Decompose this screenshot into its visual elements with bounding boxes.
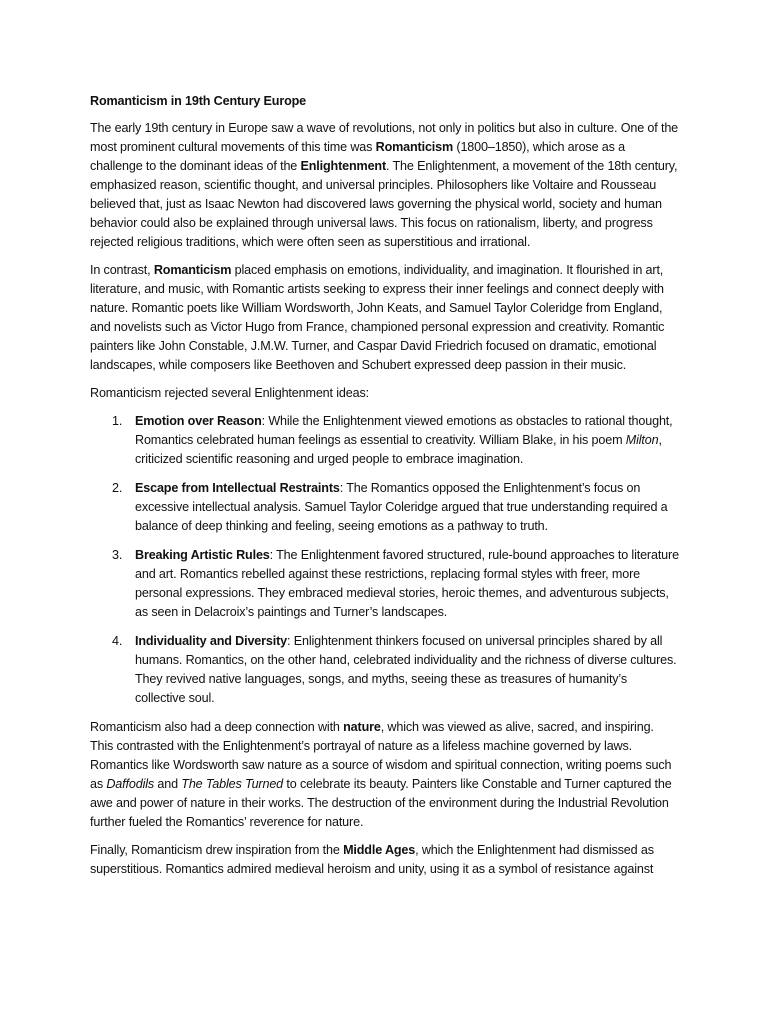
text-run: (1800–1850), which arose as a challenge to the dominant ideas of the	[90, 140, 625, 173]
text-run: . The Enlightenment, a movement of the 18th century, emphasized reason, scientific thought, and universal principles. Philosophers like Voltaire and Rousseau believed that, just as Isaac Newton had discovered laws governing the physical world, society and human behavior could also be explained through universal laws. This focus on rationalism, liberty, and progress rejected religious traditions, which were often seen as superstitious and irrational.	[90, 159, 678, 249]
text-run: Finally, Romanticism drew inspiration from the	[90, 843, 344, 857]
bold-term-middle-ages: Middle Ages	[343, 843, 416, 857]
text-run: , which was viewed as alive, sacred, and inspiring. This contrasted with the Enlightenment’s portrayal of nature as a lifeless machine governed by laws. Romantics like Wordsworth saw nature as a source of wisdom and spiritual connection, writing poems such as	[90, 720, 672, 791]
paragraph-romanticism-contrast	[90, 261, 680, 375]
bold-term-nature: nature	[343, 720, 381, 734]
paragraph-middle-ages	[90, 841, 680, 879]
text-run: to celebrate its beauty. Painters like Constable and Turner captured the awe and power of nature in their works. The destruction of the environment during the Industrial Revolution further fueled the Romantics’ reverence for nature.	[90, 777, 672, 829]
paragraph-enlightenment	[90, 119, 680, 252]
text-run: , which the Enlightenment had dismissed as superstitious. Romantics admired medieval heroism and unity, using it as a symbol of resistance against	[90, 843, 654, 876]
list-item-heading: Emotion over Reason	[135, 414, 262, 428]
document-page	[90, 92, 680, 888]
list-number: 4.	[112, 634, 123, 648]
paragraph-list-intro: Romanticism rejected several Enlightenment ideas:	[90, 386, 369, 400]
bold-term-romanticism: Romanticism	[153, 263, 232, 277]
list-item-breaking-artistic-rules	[90, 546, 680, 622]
text-run: and	[154, 777, 182, 791]
list-number: 3.	[112, 548, 123, 562]
text-run: The early 19th century in Europe saw a wave of revolutions, not only in politics but also in culture. One of the most prominent cultural movements of this time was	[90, 121, 679, 154]
text-run: : While the Enlightenment viewed emotions as obstacles to rational thought, Romantics celebrated human feelings as essential to creativity. William Blake, in his poem	[135, 414, 673, 447]
list-item-heading: Escape from Intellectual Restraints	[135, 481, 340, 495]
text-run: : Enlightenment thinkers focused on universal principles shared by all humans. Romantics, on the other hand, celebrated individuality and the richness of diverse cultures. They revived native languages, songs, and myths, seeing these as treasures of humanity’s collective soul.	[135, 634, 677, 705]
list-item-emotion-over-reason	[90, 412, 680, 469]
list-item-escape-intellectual-restraints	[90, 479, 680, 536]
numbered-list	[90, 412, 680, 708]
list-item-individuality-diversity	[90, 632, 680, 708]
list-number: 1.	[112, 414, 123, 428]
text-run: placed emphasis on emotions, individuality, and imagination. It flourished in art, literature, and music, with Romantic artists seeking to express their inner feelings and connect deeply with nature. Romantic poets like William Wordsworth, John Keats, and Samuel Taylor Coleridge from England, and novelists such as Victor Hugo from France, championed personal expression and creativity. Romantic painters like John Constable, J.M.W. Turner, and Caspar David Friedrich focused on dramatic, emotional landscapes, while composers like Beethoven and Schubert expressed deep passion in their music.	[90, 263, 665, 372]
italic-title-tables-turned: The Tables Turned	[181, 777, 284, 791]
text-run: In contrast,	[90, 263, 154, 277]
text-run: Romanticism also had a deep connection with	[90, 720, 344, 734]
italic-title-daffodils: Daffodils	[106, 777, 155, 791]
text-run: : The Romantics opposed the Enlightenment’s focus on excessive intellectual analysis. Samuel Taylor Coleridge argued that true understanding required a balance of deep thinking and feeling, seeing emotions as a pathway to truth.	[135, 481, 668, 533]
text-run: , criticized scientific reasoning and urged people to embrace imagination.	[135, 433, 662, 466]
list-number: 2.	[112, 481, 123, 495]
list-item-heading: Breaking Artistic Rules	[135, 548, 270, 562]
document-title: Romanticism in 19th Century Europe	[90, 94, 307, 108]
text-run: : The Enlightenment favored structured, rule-bound approaches to literature and art. Romantics rebelled against these restrictions, replacing formal styles with freer, more personal expressions. They embraced medieval stories, heroic themes, and adventurous subjects, as seen in Delacroix’s paintings and Turner’s landscapes.	[135, 548, 679, 619]
bold-term-romanticism: Romanticism	[375, 140, 454, 154]
paragraph-nature	[90, 718, 680, 832]
bold-term-enlightenment: Enlightenment	[300, 159, 387, 173]
list-item-heading: Individuality and Diversity	[135, 634, 288, 648]
italic-title-milton: Milton	[625, 433, 659, 447]
